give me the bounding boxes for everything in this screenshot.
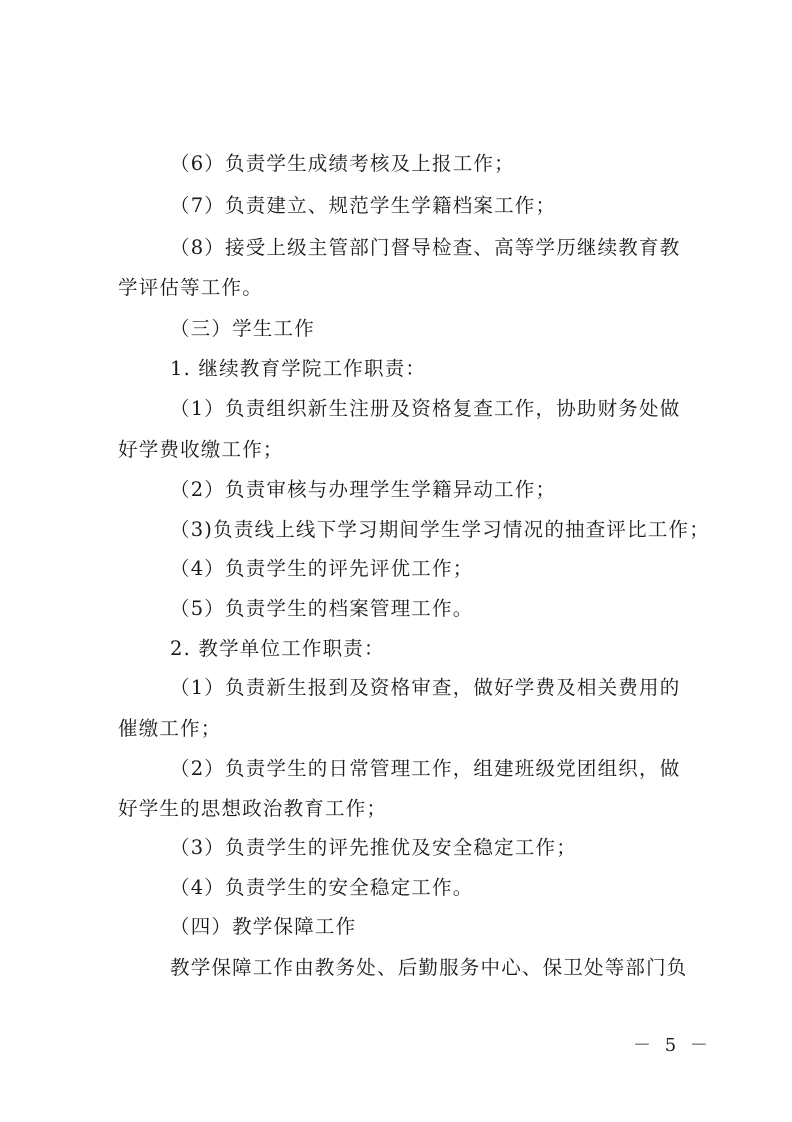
text-line-item-2: （2）负责审核与办理学生学籍异动工作；	[170, 478, 557, 501]
subsection-heading-unit-duties: 2. 教学单位工作职责：	[170, 637, 385, 660]
text-line-item-3: （3）负责学生的评先推优及安全稳定工作；	[170, 836, 577, 859]
text-line-item-8: （8）接受上级主管部门督导检查、高等学历继续教育教	[170, 236, 681, 259]
text-line-item-4: （4）负责学生的安全稳定工作。	[170, 876, 474, 899]
text-line-item-4: （4）负责学生的评先评优工作；	[170, 557, 474, 580]
text-line-continuation: 好学费收缴工作；	[118, 438, 284, 461]
text-line-paragraph: 教学保障工作由教务处、后勤服务中心、保卫处等部门负	[170, 956, 688, 979]
text-line-continuation: 好学生的思想政治教育工作；	[118, 797, 388, 820]
text-line-item-6: （6）负责学生成绩考核及上报工作；	[170, 152, 515, 175]
section-heading-student-work: （三）学生工作	[170, 317, 315, 340]
subsection-heading-college-duties: 1. 继续教育学院工作职责：	[170, 357, 427, 380]
text-line-item-3: （3)负责线上线下学习期间学生学习情况的抽查评比工作；	[170, 518, 710, 541]
text-line-item-5: （5）负责学生的档案管理工作。	[170, 597, 474, 620]
text-line-item-1: （1）负责新生报到及资格审查，做好学费及相关费用的	[170, 676, 681, 699]
text-line-continuation: 催缴工作；	[118, 717, 222, 740]
text-line-item-2: （2）负责学生的日常管理工作，组建班级党团组织，做	[170, 757, 681, 780]
page-number: － 5 －	[633, 1035, 712, 1056]
text-line-continuation: 学评估等工作。	[118, 276, 263, 299]
section-heading-teaching-support: （四）教学保障工作	[170, 915, 357, 938]
text-line-item-7: （7）负责建立、规范学生学籍档案工作；	[170, 194, 557, 217]
text-line-item-1: （1）负责组织新生注册及资格复查工作，协助财务处做	[170, 397, 681, 420]
